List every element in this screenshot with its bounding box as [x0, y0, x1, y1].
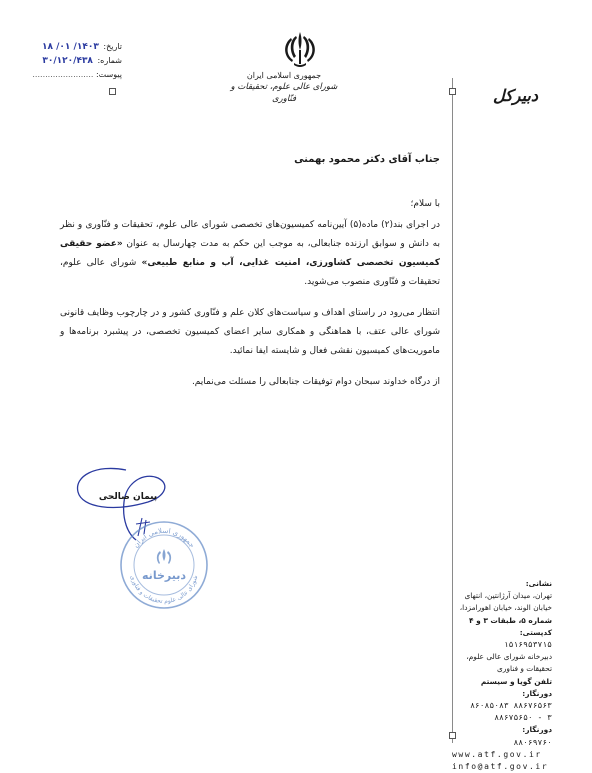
contact-info	[452, 578, 552, 773]
number-label: شماره:	[97, 56, 122, 65]
address-label: نشانی:	[525, 579, 552, 588]
number-value: ۳۰/۱۲۰/۴۳۸	[42, 56, 93, 66]
meta-ornament	[109, 88, 116, 95]
phone-1: ۸۸۶۷۶۵۶۳ ۸۶۰۸۵۰۸۳	[470, 701, 552, 711]
emblem-caption	[228, 70, 340, 105]
secretariat-line2: تحقیقات و فناوری	[497, 664, 552, 674]
phone-label: تلفن گویا و سیستم دورنگار:	[480, 676, 552, 698]
rule-ornament-top	[449, 88, 456, 95]
secretariat-line1: دبیرخانه شورای عالی علوم،	[466, 652, 552, 662]
paragraph-2: انتظار می‌رود در راستای اهداف و سیاست‌های کلان علم و فنّاوری کشور و در چارچوب وظایف قانونی شورای عالی عتف، با هماهنگی و همکاری سایر اعضای کمیسیون تخصصی، در پیشبرد برنامه‌ها و ماموریت‌های کمیسیون نقشی فعال و شایسته ایفا نمائید.	[60, 308, 440, 356]
p1-end: شورای عالی علوم، تحقیقات و فنّاوری منصوب می‌شوید.	[60, 258, 440, 287]
fax-number: ۸۸۰۶۹۷۶۰	[513, 737, 552, 747]
date-value: ۱۴۰۳/ ۰۱/ ۱۸	[42, 42, 99, 52]
attachment-label: پیوست:	[95, 70, 122, 79]
stamp-emblem-icon	[157, 549, 171, 564]
address-line3: شماره ۵، طبقات ۳ و ۴ کدپستی:	[469, 615, 552, 637]
letter-body	[60, 150, 440, 392]
paragraph-1	[60, 216, 440, 292]
stamp-bottom-text: شورای عالی علوم تحقیقات و فناوری	[128, 574, 200, 606]
postal-code: ۱۵۱۶۹۵۳۷۱۵	[503, 640, 552, 650]
iran-emblem-icon	[270, 28, 330, 74]
address-line1: تهران، میدان آرژانتین، انتهای	[464, 591, 552, 601]
stamp-center-text: دبیرخانه	[142, 569, 186, 582]
p1-start: در اجرای بند(۲) ماده(۵) آیین‌نامه کمیسیون‌های تخصصی شورای عالی علوم، تحقیقات و فنّاوری و نظر به دانش و سوابق ارزنده جنابعالی، به موجب این حکم به مدت چهارسال به عنوان	[60, 220, 441, 249]
stamp-top-text: جمهوری اسلامی ایران	[131, 526, 197, 550]
fax-label: دورنگار:	[522, 725, 552, 735]
emblem-line1: جمهوری اسلامی ایران	[246, 71, 322, 80]
official-stamp	[118, 519, 210, 611]
svg-text:جمهوری اسلامی ایران	[132, 527, 196, 549]
phone-2: ۳ - ۸۸۶۷۵۶۵۰	[494, 713, 552, 723]
emblem-line2: شورای عالی علوم، تحقیقات و فنّاوری	[230, 82, 338, 104]
letter-meta	[30, 40, 122, 82]
attachment-value: ........................	[32, 70, 94, 79]
greeting: با سلام؛	[410, 199, 440, 209]
date-row	[30, 40, 122, 54]
address-line2: خیابان الوند، خیابان اهورامزدا،	[459, 603, 552, 613]
attachment-row	[30, 68, 122, 82]
email-link[interactable]: info@atf.gov.ir	[452, 762, 549, 772]
signatory-name: پیمان صالحی	[98, 492, 158, 502]
date-label: تاریخ:	[103, 42, 122, 51]
addressee: جناب آقای دکتر محمود بهمنی	[294, 154, 440, 165]
number-row	[30, 54, 122, 68]
website-link[interactable]: www.atf.gov.ir	[452, 749, 542, 759]
paragraph-3: از درگاه خداوند سبحان دوام توفیقات جنابعالی را مسئلت می‌نمایم.	[191, 377, 440, 387]
p1-commission: «عضو حقیقی کمیسیون تخصصی کشاورزی، امنیت غذایی، آب و منابع طبیعی»	[60, 239, 440, 268]
divan-title: دبیرکل	[493, 86, 538, 105]
